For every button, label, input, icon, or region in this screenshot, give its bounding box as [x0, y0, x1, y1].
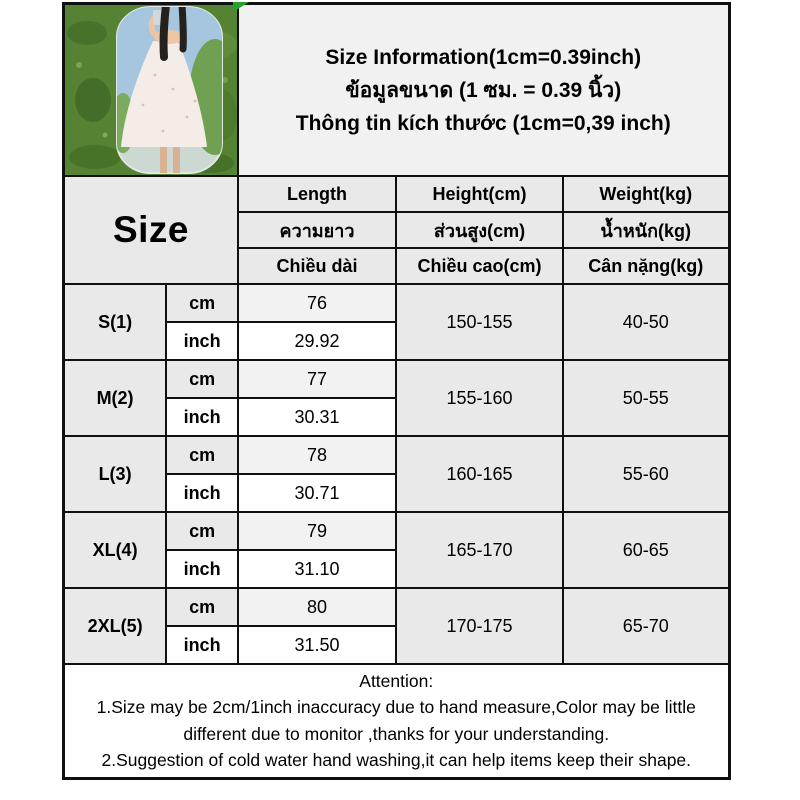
- length-inch-value: 30.31: [238, 398, 396, 436]
- title-cell: [238, 4, 729, 177]
- weight-value: 50-55: [563, 360, 729, 436]
- size-table: [62, 2, 731, 780]
- header-row-en: [64, 176, 730, 212]
- attention-note-2: 2.Suggestion of cold water hand washing,it can help items keep their shape.: [101, 750, 692, 771]
- size-label-s: S(1): [64, 284, 167, 360]
- title-vietnamese: Thông tin kích thước (1cm=0,39 inch): [295, 111, 671, 135]
- table-row: [64, 284, 730, 322]
- unit-cm-label: cm: [166, 588, 238, 626]
- table-row: [64, 436, 730, 474]
- unit-cm-label: cm: [166, 360, 238, 398]
- size-label-xl: XL(4): [64, 512, 167, 588]
- weight-value: 60-65: [563, 512, 729, 588]
- size-chart-sheet: [62, 2, 731, 780]
- product-photo: [65, 5, 237, 175]
- attention-cell: [64, 664, 730, 778]
- table-row: [64, 360, 730, 398]
- product-photo-cell: [64, 4, 239, 177]
- grass-corner-icon: [233, 2, 249, 12]
- length-inch-value: 29.92: [238, 322, 396, 360]
- header-height-en: Height(cm): [396, 176, 563, 212]
- size-column-header: Size: [64, 176, 239, 284]
- braid-hair-right: [182, 5, 183, 49]
- title-thai: ข้อมูลขนาด (1 ซม. = 0.39 นิ้ว): [345, 78, 622, 102]
- height-value: 160-165: [396, 436, 563, 512]
- size-label-2xl: 2XL(5): [64, 588, 167, 664]
- leg: [173, 147, 180, 173]
- attention-heading: Attention:: [359, 670, 434, 691]
- header-height-th: ส่วนสูง(cm): [396, 212, 563, 248]
- header-weight-en: Weight(kg): [563, 176, 729, 212]
- weight-value: 65-70: [563, 588, 729, 664]
- unit-inch-label: inch: [166, 322, 238, 360]
- size-label-m: M(2): [64, 360, 167, 436]
- unit-inch-label: inch: [166, 474, 238, 512]
- header-length-en: Length: [238, 176, 396, 212]
- shoulders: [154, 30, 184, 44]
- braid-hair-left: [164, 5, 166, 57]
- height-value: 165-170: [396, 512, 563, 588]
- unit-cm-label: cm: [166, 436, 238, 474]
- header-length-vi: Chiều dài: [238, 248, 396, 284]
- unit-cm-label: cm: [166, 284, 238, 322]
- leg: [160, 147, 167, 173]
- length-cm-value: 76: [238, 284, 396, 322]
- unit-inch-label: inch: [166, 398, 238, 436]
- length-cm-value: 79: [238, 512, 396, 550]
- banner-row: [64, 4, 730, 177]
- table-row: [64, 512, 730, 550]
- attention-row: [64, 664, 730, 778]
- unit-inch-label: inch: [166, 626, 238, 664]
- unit-cm-label: cm: [166, 512, 238, 550]
- length-inch-value: 30.71: [238, 474, 396, 512]
- weight-value: 55-60: [563, 436, 729, 512]
- length-cm-value: 80: [238, 588, 396, 626]
- height-value: 170-175: [396, 588, 563, 664]
- size-label-l: L(3): [64, 436, 167, 512]
- attention-note-1: 1.Size may be 2cm/1inch inaccuracy due to hand measure,Color may be little different due to monitor ,thanks for your understanding.: [96, 697, 696, 744]
- length-cm-value: 77: [238, 360, 396, 398]
- length-inch-value: 31.10: [238, 550, 396, 588]
- height-value: 150-155: [396, 284, 563, 360]
- header-weight-th: น้ำหนัก(kg): [563, 212, 729, 248]
- length-inch-value: 31.50: [238, 626, 396, 664]
- weight-value: 40-50: [563, 284, 729, 360]
- header-length-th: ความยาว: [238, 212, 396, 248]
- unit-inch-label: inch: [166, 550, 238, 588]
- title-english: Size Information(1cm=0.39inch): [325, 45, 642, 69]
- header-height-vi: Chiều cao(cm): [396, 248, 563, 284]
- header-weight-vi: Cân nặng(kg): [563, 248, 729, 284]
- length-cm-value: 78: [238, 436, 396, 474]
- height-value: 155-160: [396, 360, 563, 436]
- table-row: [64, 588, 730, 626]
